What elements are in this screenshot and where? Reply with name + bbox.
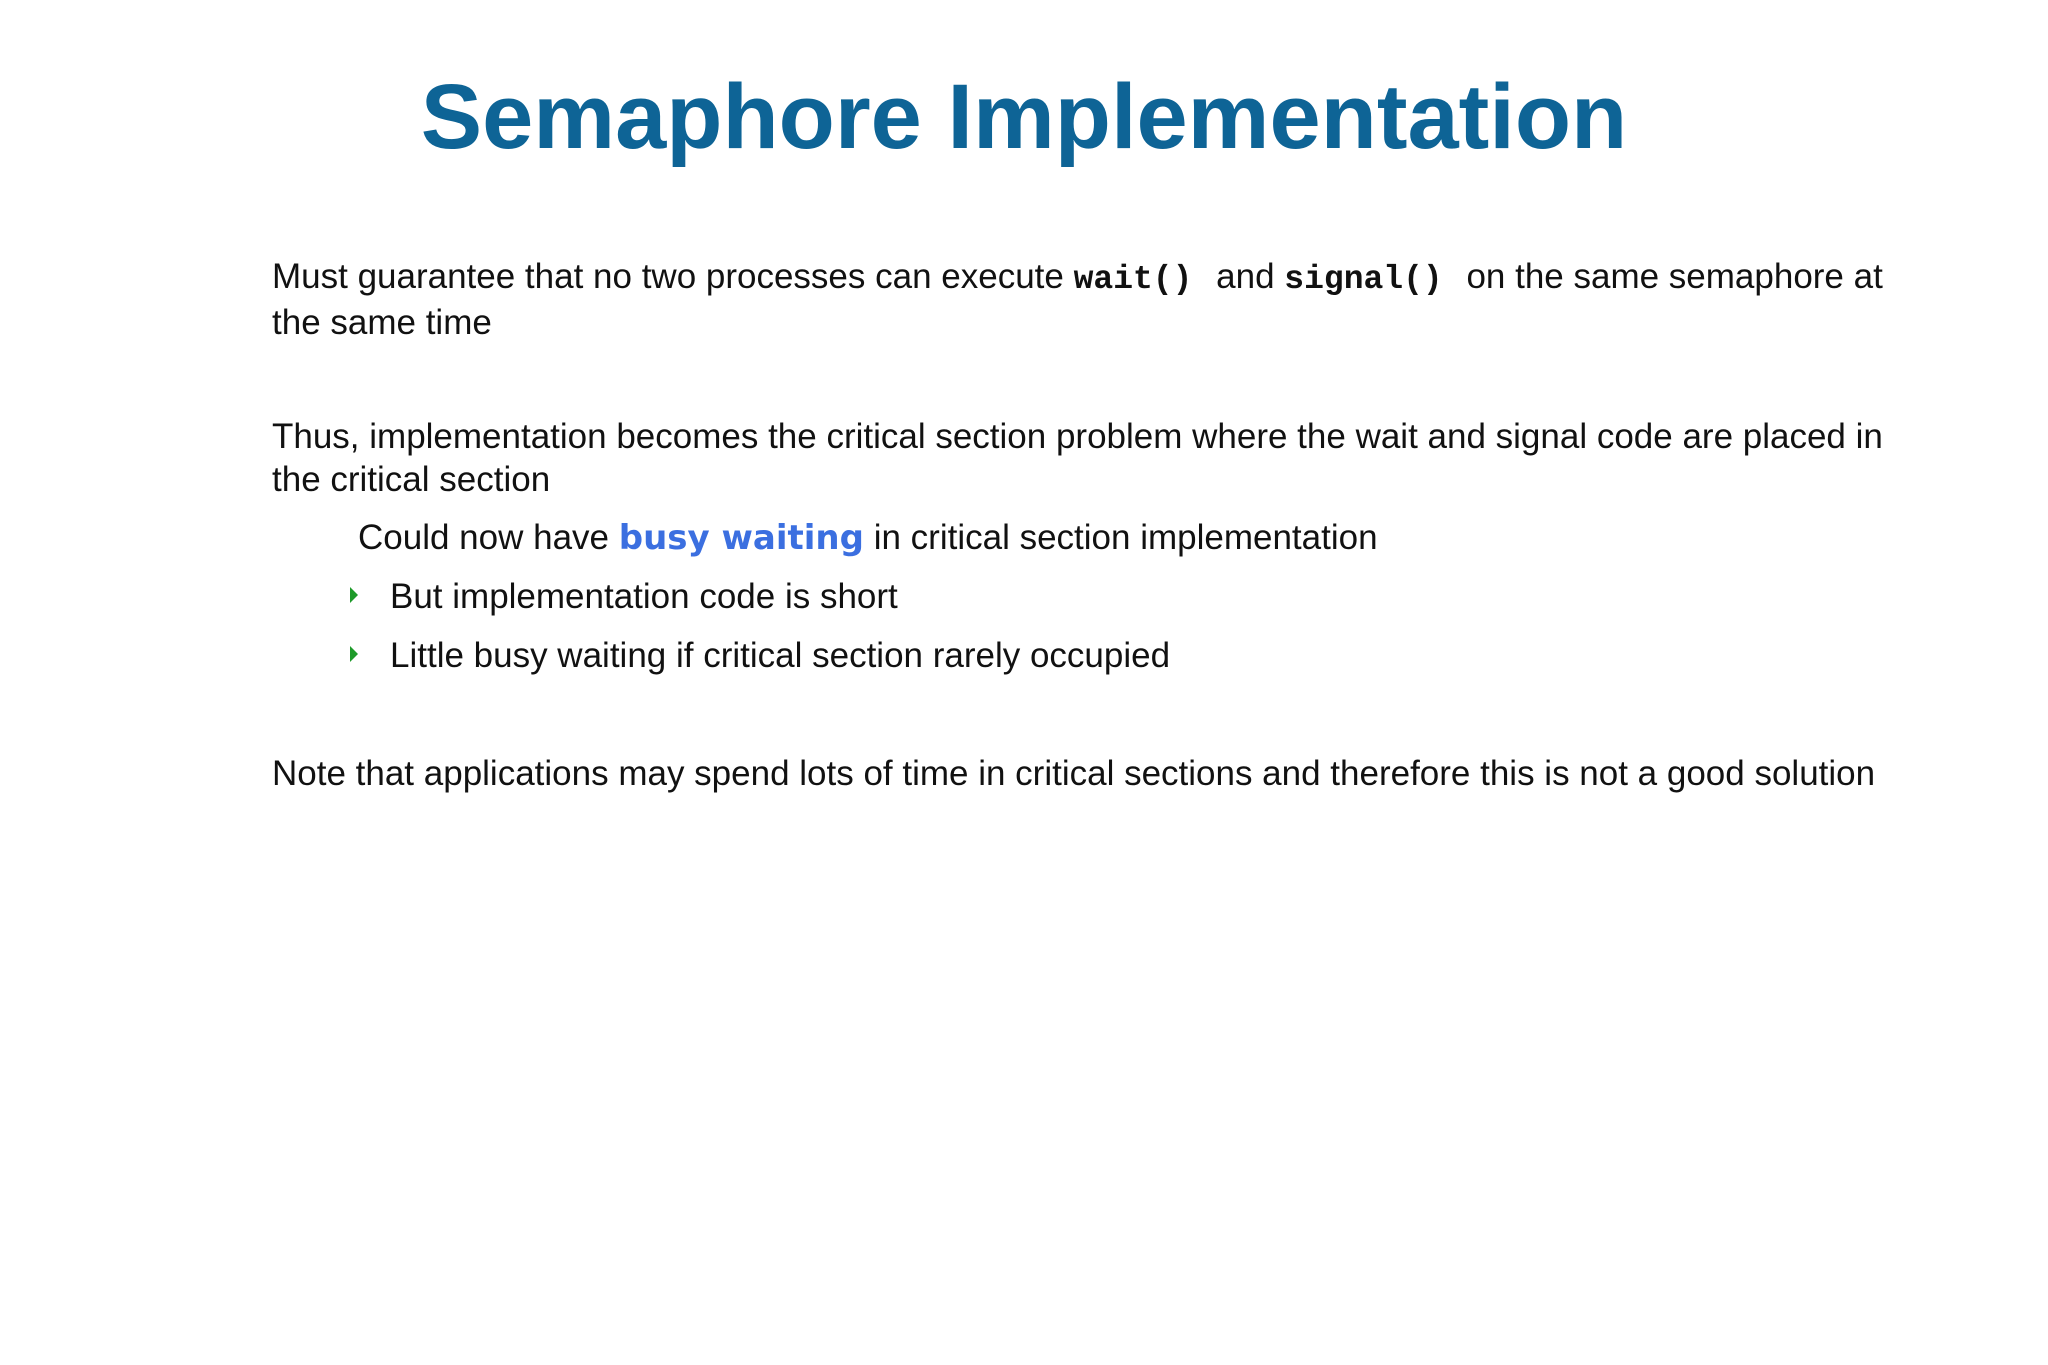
bullet-item (390, 634, 1890, 677)
sub-point-text-before: Could now have (358, 518, 619, 557)
sub-point-text-after: in critical section implementation (863, 518, 1378, 557)
bullet-text: Little busy waiting if critical section rarely occupied (390, 636, 1171, 675)
bullet-item (390, 575, 1890, 618)
triangle-bullet-icon (350, 587, 358, 603)
sub-point-busy-waiting (358, 516, 1908, 560)
code-signal: signal() (1284, 261, 1443, 298)
paragraph-guarantee-text-before: Must guarantee that no two processes can execute (272, 257, 1074, 296)
paragraph-critical-section: Thus, implementation becomes the critical section problem where the wait and signal code are placed in the critical section (272, 417, 1883, 499)
code-wait: wait() (1073, 261, 1193, 298)
paragraph-guarantee-text-after: on the same semaphore at the same time (272, 257, 1883, 342)
busy-waiting-highlight: busy waiting (618, 518, 864, 558)
bullet-text: But implementation code is short (390, 577, 898, 616)
paragraph-guarantee (272, 255, 1912, 344)
paragraph-guarantee-text-between: and (1216, 257, 1285, 296)
paragraph-note: Note that applications may spend lots of time in critical sections and therefore this is not a good solution (272, 754, 1876, 793)
slide-title: Semaphore Implementation (420, 66, 1628, 168)
triangle-bullet-icon (350, 646, 358, 662)
